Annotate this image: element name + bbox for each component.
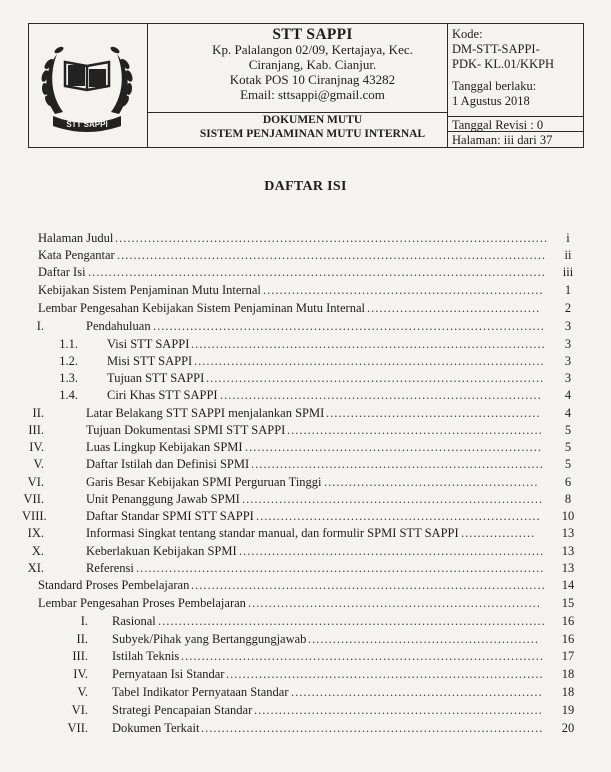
toc-entry-page: 13 <box>561 561 575 575</box>
toc-leader-dots: ............................................................. <box>291 685 543 699</box>
toc-entry[interactable] <box>0 666 611 683</box>
toc-title: DAFTAR ISI <box>264 179 347 194</box>
toc-entry[interactable] <box>0 282 611 299</box>
toc-entry[interactable] <box>0 684 611 701</box>
toc-leader-dots: .................................................... <box>324 475 539 489</box>
toc-entry-label: Rasional <box>112 614 156 628</box>
toc-entry-page: 14 <box>561 578 575 592</box>
toc-leader-dots: ........................................................................................ <box>181 649 544 663</box>
toc-entry[interactable] <box>0 702 611 719</box>
toc-entry-number: V. <box>33 457 44 471</box>
toc-entry[interactable] <box>0 456 611 473</box>
toc-entry[interactable] <box>0 230 611 247</box>
toc-entry[interactable] <box>0 631 611 648</box>
toc-entry[interactable] <box>0 318 611 335</box>
toc-leader-dots: ........................................................................ <box>245 440 542 454</box>
toc-entry-page: 19 <box>561 703 575 717</box>
toc-entry[interactable] <box>0 405 611 422</box>
toc-leader-dots: .................................................... <box>326 406 541 420</box>
toc-entry-label: Lembar Pengesahan Proses Pembelajaran <box>38 596 246 610</box>
toc-entry-number: V. <box>77 685 88 699</box>
toc-entry-page: ii <box>564 248 572 262</box>
toc-entry-label: Subyek/Pihak yang Bertanggungjawab <box>112 632 307 646</box>
toc-entry-page: 18 <box>561 685 575 699</box>
toc-entry-page: iii <box>562 265 574 279</box>
toc-entry-label: Tujuan Dokumentasi SPMI STT SAPPI <box>86 423 286 437</box>
toc-entry-page: 5 <box>564 457 572 471</box>
toc-entry-number: II. <box>76 632 88 646</box>
toc-entry[interactable] <box>0 353 611 370</box>
toc-entry-page: 3 <box>564 354 572 368</box>
code-label: Kode: <box>452 27 483 41</box>
toc-entry-page: 4 <box>564 388 572 402</box>
toc-entry-number: 1.4. <box>59 388 78 402</box>
toc-entry-number: IX. <box>27 526 44 540</box>
toc-leader-dots: ......................................................................... <box>242 492 544 506</box>
toc-leader-dots: ...................................................................... <box>254 703 543 717</box>
toc-leader-dots: ......................................................................................................... <box>115 231 549 245</box>
toc-entry-page: 5 <box>564 423 572 437</box>
page-indicator: Halaman: iii dari 37 <box>452 133 553 147</box>
toc-entry-page: 2 <box>564 301 572 315</box>
toc-entry-page: 18 <box>561 667 575 681</box>
toc-leader-dots: ............................................................................. <box>226 667 544 681</box>
toc-entry[interactable] <box>0 560 611 577</box>
toc-entry[interactable] <box>0 370 611 387</box>
logo-ribbon-text: STT SAPPI <box>66 120 108 129</box>
toc-entry-label: Informasi Singkat tentang standar manual, dan formulir SPMI STT SAPPI <box>86 526 459 540</box>
toc-entry-label: Luas Lingkup Kebijakan SPMI <box>86 440 243 454</box>
toc-entry-page: 1 <box>564 283 572 297</box>
toc-entry-label: Pernyataan Isi Standar <box>112 667 225 681</box>
toc-entry-page: 8 <box>564 492 572 506</box>
toc-entry-number: IV. <box>73 667 88 681</box>
toc-entry[interactable] <box>0 595 611 612</box>
toc-entry-label: Ciri Khas STT SAPPI <box>107 388 218 402</box>
toc-entry[interactable] <box>0 439 611 456</box>
toc-leader-dots: ............................................................................................... <box>153 319 545 333</box>
toc-leader-dots: ..................................................................................... <box>194 354 545 368</box>
toc-entry-number: I. <box>36 319 44 333</box>
valid-date: 1 Agustus 2018 <box>452 94 530 108</box>
toc-entry-label: Daftar Standar SPMI STT SAPPI <box>86 509 254 523</box>
toc-entry-label: Tabel Indikator Pernyataan Standar <box>112 685 289 699</box>
toc-entry-page: 4 <box>564 406 572 420</box>
toc-entry-page: 3 <box>564 371 572 385</box>
toc-leader-dots: ............................................................................................................... <box>88 265 546 279</box>
toc-entry[interactable] <box>0 474 611 491</box>
toc-entry[interactable] <box>0 336 611 353</box>
address-line-2: Ciranjang, Kab. Cianjur. <box>248 57 377 72</box>
address-line-1: Kp. Palalangon 02/09, Kertajaya, Kec. <box>212 42 413 57</box>
toc-entry-page: 10 <box>561 509 575 523</box>
toc-entry-page: 17 <box>561 649 575 663</box>
toc-leader-dots: ..................................................................... <box>256 509 541 523</box>
toc-entry-number: 1.1. <box>59 337 78 351</box>
toc-leader-dots: .......................................... <box>367 301 541 315</box>
toc-entry-label: Misi STT SAPPI <box>107 354 193 368</box>
toc-entry-number: III. <box>72 649 88 663</box>
toc-entry[interactable] <box>0 720 611 737</box>
toc-entry-page: 13 <box>561 526 575 540</box>
toc-entry-label: Unit Penanggung Jawab SPMI <box>86 492 240 506</box>
toc-entry-label: Latar Belakang STT SAPPI menjalankan SPMI <box>86 406 325 420</box>
toc-entry-label: Visi STT SAPPI <box>107 337 190 351</box>
toc-leader-dots: .............................................................. <box>287 423 543 437</box>
toc-leader-dots: ........................................................................................................ <box>117 248 546 262</box>
toc-entry-label: Keberlakuan Kebijakan SPMI <box>86 544 237 558</box>
doc-type: DOKUMEN MUTU <box>262 114 363 126</box>
toc-entry[interactable] <box>0 264 611 281</box>
toc-leader-dots: .................................................................... <box>263 283 544 297</box>
institution-block <box>148 27 477 102</box>
toc-entry-number: VI. <box>27 475 44 489</box>
toc-entry[interactable] <box>0 543 611 560</box>
institution-logo <box>29 24 147 146</box>
toc-leader-dots: .............................................................................. <box>220 388 542 402</box>
revision-date: Tanggal Revisi : 0 <box>452 118 544 132</box>
institution-name: STT SAPPI <box>272 26 353 43</box>
toc-entry-number: VIII. <box>22 509 47 523</box>
toc-entry[interactable] <box>0 525 611 542</box>
toc-entry-number: I. <box>80 614 88 628</box>
toc-entry[interactable] <box>0 613 611 630</box>
toc-entry[interactable] <box>0 422 611 439</box>
toc-leader-dots: ...................................................................................... <box>191 578 546 592</box>
toc-entry-number: X. <box>31 544 44 558</box>
toc-leader-dots: ....................................................................... <box>251 457 544 471</box>
toc-entry[interactable] <box>0 247 611 264</box>
toc-entry-label: Referensi <box>86 561 134 575</box>
toc-entry-number: VII. <box>67 721 88 735</box>
toc-entry-number: VI. <box>71 703 88 717</box>
doc-title: SISTEM PENJAMINAN MUTU INTERNAL <box>199 128 426 140</box>
toc-entry-page: i <box>566 231 570 245</box>
toc-entry-page: 16 <box>561 614 575 628</box>
toc-entry-page: 3 <box>564 337 572 351</box>
toc-leader-dots: ........................................................ <box>308 632 539 646</box>
toc-entry-page: 3 <box>564 319 572 333</box>
toc-leader-dots: ...................................................................................... <box>191 337 546 351</box>
toc-entry-page: 15 <box>561 596 575 610</box>
toc-leader-dots: ................................................................................................... <box>136 561 545 575</box>
valid-label: Tanggal berlaku: <box>452 79 537 93</box>
toc-leader-dots: ................................................................................... <box>201 721 544 735</box>
toc-entry-label: Garis Besar Kebijakan SPMI Perguruan Tinggi <box>86 475 322 489</box>
toc-entry-number: 1.2. <box>59 354 78 368</box>
toc-entry-label: Standard Proses Pembelajaran <box>38 578 190 592</box>
toc-entry[interactable] <box>0 387 611 404</box>
toc-entry-label: Kata Pengantar <box>38 248 115 262</box>
toc-entry-label: Pendahuluan <box>86 319 151 333</box>
address-line-3: Kotak POS 10 Ciranjnag 43282 <box>229 72 396 87</box>
institution-email: Email: sttsappi@gmail.com <box>240 87 385 102</box>
toc-entry-page: 20 <box>561 721 575 735</box>
document-header-table <box>28 23 584 148</box>
toc-entry-label: Istilah Teknis <box>112 649 180 663</box>
toc-leader-dots: ....................................................................... <box>248 596 541 610</box>
toc-entry-label: Lembar Pengesahan Kebijakan Sistem Penjaminan Mutu Internal <box>38 301 365 315</box>
toc-entry-number: XI. <box>27 561 44 575</box>
toc-leader-dots: .................. <box>461 526 536 540</box>
toc-entry[interactable] <box>0 577 611 594</box>
toc-entry[interactable] <box>0 648 611 665</box>
toc-entry[interactable] <box>0 508 611 525</box>
toc-entry-label: Strategi Pencapaian Standar <box>112 703 253 717</box>
toc-entry[interactable] <box>0 300 611 317</box>
toc-entry-page: 16 <box>561 632 575 646</box>
toc-entry-page: 13 <box>561 544 575 558</box>
toc-entry-number: IV. <box>29 440 44 454</box>
toc-entry-label: Daftar Istilah dan Definisi SPMI <box>86 457 250 471</box>
code-line-2: PDK- KL.01/KKPH <box>452 57 555 71</box>
code-line-1: DM-STT-SAPPI- <box>452 42 540 56</box>
toc-entry-label: Dokumen Terkait <box>112 721 200 735</box>
toc-entry-label: Kebijakan Sistem Penjaminan Mutu Internal <box>38 283 261 297</box>
toc-entry-number: III. <box>28 423 44 437</box>
toc-entry-label: Tujuan STT SAPPI <box>107 371 205 385</box>
toc-entry-label: Halaman Judul <box>38 231 114 245</box>
toc-entry-label: Daftar Isi <box>38 265 86 279</box>
toc-entry-number: II. <box>32 406 44 420</box>
toc-entry-page: 6 <box>564 475 572 489</box>
toc-entry-number: VII. <box>23 492 44 506</box>
toc-leader-dots: .............................................................................................. <box>158 614 546 628</box>
toc-entry[interactable] <box>0 491 611 508</box>
toc-leader-dots: .................................................................................. <box>206 371 545 385</box>
toc-entry-number: 1.3. <box>59 371 78 385</box>
toc-entry-page: 5 <box>564 440 572 454</box>
toc-leader-dots: .......................................................................... <box>239 544 545 558</box>
